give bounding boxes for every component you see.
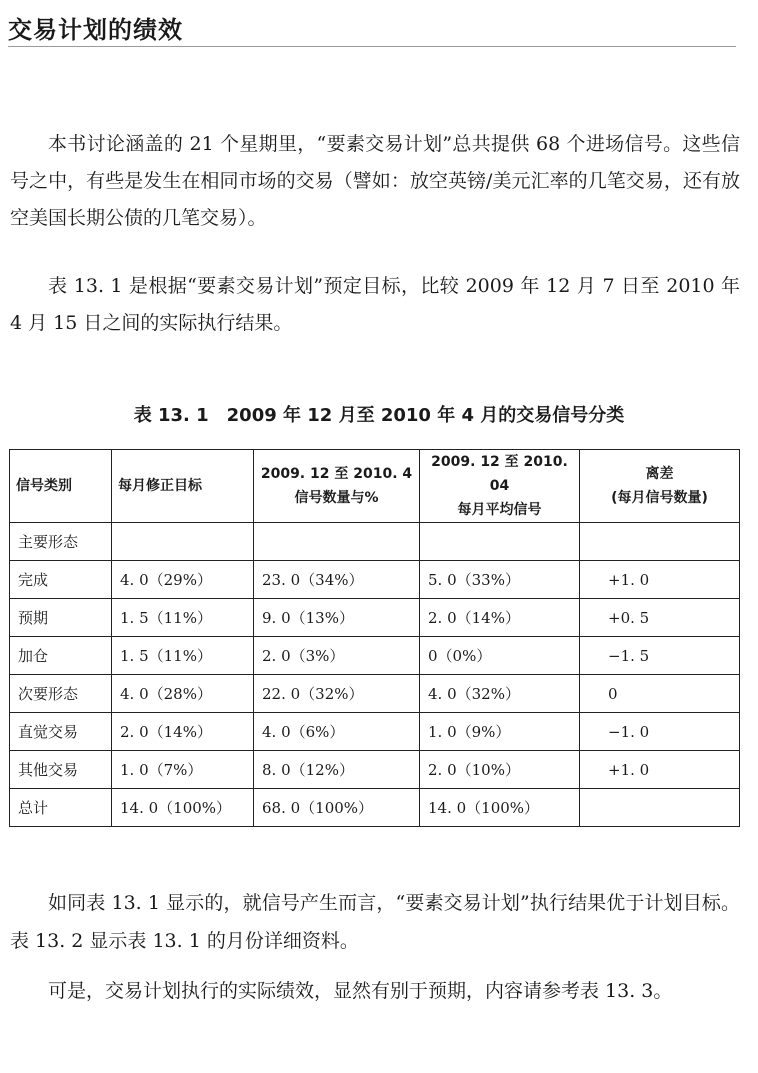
table-cell xyxy=(112,523,254,561)
table-cell: +1. 0 xyxy=(580,751,740,789)
header-deviation xyxy=(580,450,740,523)
table-cell: 2. 0（10%） xyxy=(420,751,580,789)
table-cell: 1. 5（11%） xyxy=(112,637,254,675)
header-label: 信号类别 xyxy=(16,478,72,494)
intro-paragraph: 本书讨论涵盖的 21 个星期里，“要素交易计划”总共提供 68 个进场信号。这些信号之中，有些是发生在相同市场的交易（譬如：放空英镑/美元汇率的几笔交易，还有放空美国长期公债的几笔交易）。 xyxy=(10,133,740,229)
table-cell xyxy=(420,523,580,561)
table-cell: 4. 0（32%） xyxy=(420,675,580,713)
table-cell: +0. 5 xyxy=(580,599,740,637)
table-cell: 其他交易 xyxy=(10,751,112,789)
table-cell: 加仓 xyxy=(10,637,112,675)
table-cell: 8. 0（12%） xyxy=(254,751,420,789)
table-cell: −1. 5 xyxy=(580,637,740,675)
table-caption: 表 13. 1 2009 年 12 月至 2010 年 4 月的交易信号分类 xyxy=(133,405,625,426)
table-cell: 4. 0（29%） xyxy=(112,561,254,599)
table-row xyxy=(10,751,740,789)
header-signal-count xyxy=(254,450,420,523)
table-cell: 1. 0（7%） xyxy=(112,751,254,789)
table-cell: 0（0%） xyxy=(420,637,580,675)
header-sublabel: 每月平均信号 xyxy=(457,502,542,518)
table-cell: 直觉交易 xyxy=(10,713,112,751)
table-cell: 2. 0（14%） xyxy=(112,713,254,751)
table-cell: 14. 0（100%） xyxy=(420,789,580,827)
table-cell: 4. 0（6%） xyxy=(254,713,420,751)
table-cell: 0 xyxy=(580,675,740,713)
header-label: 2009. 12 至 2010. 4 xyxy=(260,466,413,482)
table-row xyxy=(10,637,740,675)
table-row xyxy=(10,561,740,599)
table-cell: 23. 0（34%） xyxy=(254,561,420,599)
table-cell xyxy=(254,523,420,561)
table-cell: 预期 xyxy=(10,599,112,637)
header-label: 离差 xyxy=(645,466,674,482)
table-cell: 主要形态 xyxy=(10,523,112,561)
table-cell: 5. 0（33%） xyxy=(420,561,580,599)
header-sublabel: (每月信号数量) xyxy=(611,490,708,506)
table-cell: 2. 0（3%） xyxy=(254,637,420,675)
page-title: 交易计划的绩效 xyxy=(8,16,183,44)
results-paragraph: 如同表 13. 1 显示的，就信号产生而言，“要素交易计划”执行结果优于计划目标。表 13. 2 显示表 13. 1 的月份详细资料。 xyxy=(10,892,740,952)
header-label: 每月修正目标 xyxy=(118,478,202,494)
table-cell: 完成 xyxy=(10,561,112,599)
table-cell: +1. 0 xyxy=(580,561,740,599)
table-cell: 9. 0（13%） xyxy=(254,599,420,637)
table-cell: 总计 xyxy=(10,789,112,827)
header-monthly-target xyxy=(112,450,254,523)
table-reference-paragraph: 表 13. 1 是根据“要素交易计划”预定目标，比较 2009 年 12 月 7 日至 2010 年 4 月 15 日之间的实际执行结果。 xyxy=(10,275,740,334)
header-sublabel: 信号数量与% xyxy=(294,490,379,506)
table-cell xyxy=(580,789,740,827)
table-cell: 14. 0（100%） xyxy=(112,789,254,827)
table-cell: 22. 0（32%） xyxy=(254,675,420,713)
header-label: 2009. 12 至 2010. 04 xyxy=(431,454,568,494)
table-cell: 次要形态 xyxy=(10,675,112,713)
title-divider xyxy=(8,46,736,47)
table-row xyxy=(10,675,740,713)
signal-classification-table xyxy=(9,449,740,827)
header-signal-category xyxy=(10,450,112,523)
table-row xyxy=(10,713,740,751)
table-row xyxy=(10,523,740,561)
table-cell: −1. 0 xyxy=(580,713,740,751)
table-cell: 1. 5（11%） xyxy=(112,599,254,637)
table-row xyxy=(10,789,740,827)
table-cell: 68. 0（100%） xyxy=(254,789,420,827)
table-cell: 1. 0（9%） xyxy=(420,713,580,751)
table-cell xyxy=(580,523,740,561)
table-header-row xyxy=(10,450,740,523)
performance-paragraph: 可是，交易计划执行的实际绩效，显然有别于预期，内容请参考表 13. 3。 xyxy=(48,980,673,1002)
table-cell: 4. 0（28%） xyxy=(112,675,254,713)
header-monthly-average xyxy=(420,450,580,523)
table-row xyxy=(10,599,740,637)
table-cell: 2. 0（14%） xyxy=(420,599,580,637)
